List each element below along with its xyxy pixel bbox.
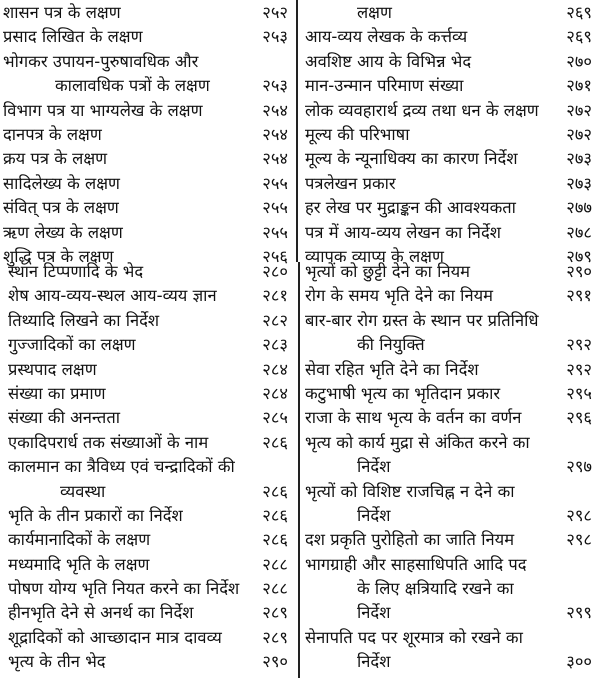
toc-entry-page-number: २८६: [262, 530, 288, 550]
toc-entry-title: पोषण योग्य भृति नियत करने का निर्देश: [8, 579, 240, 599]
toc-entry: [305, 284, 592, 308]
toc-entry: [305, 123, 592, 147]
toc-entry-title: व्यवस्था: [60, 481, 106, 501]
toc-entry-title: भृत्य को कार्य मुद्रा से अंकित करने का: [305, 432, 530, 452]
toc-entry-title: कालावधिक पत्रों के लक्षण: [55, 76, 210, 96]
toc-entry: [305, 196, 592, 220]
toc-entry-title: संख्या का प्रमाण: [8, 383, 106, 403]
toc-entry: [305, 221, 592, 245]
toc-entry: [305, 50, 592, 74]
toc-entry-title: राजा के साथ भृत्य के वर्तन का वर्णन: [305, 408, 522, 428]
toc-entry: [3, 50, 288, 99]
toc-entry-page-number: २९१: [566, 286, 592, 306]
toc-entry-title: सादिलेख्य के लक्षण: [3, 173, 120, 193]
toc-entry-title: कालमान का त्रैविध्य एवं चन्द्रादिकों की: [8, 457, 235, 477]
toc-entry: [8, 382, 288, 406]
toc-entry-title: निर्देश: [357, 652, 391, 672]
toc-entry-page-number: २६९: [566, 3, 592, 22]
toc-entry-title: कार्यमानादिकों के लक्षण: [8, 530, 151, 550]
column-divider-top: [296, 0, 298, 262]
toc-entry-title: हर लेख पर मुद्राङ्कन की आवश्यकता: [305, 198, 516, 218]
toc-entry-page-number: २८९: [262, 627, 288, 647]
toc-entry-page-number: २८८: [262, 579, 288, 599]
toc-entry-page-number: २९८: [566, 530, 592, 550]
toc-entry-page-number: २५४: [262, 124, 288, 144]
toc-entry-title: निर्देश: [357, 603, 391, 623]
toc-entry-title: लोक व्यवहारार्थ द्रव्य तथा धन के लक्षण: [305, 100, 539, 120]
toc-entry-page-number: २८१: [262, 286, 288, 306]
toc-entry: [8, 406, 288, 430]
toc-entry-title: प्रसाद लिखित के लक्षण: [3, 27, 143, 47]
toc-entry-title: बार-बार रोग ग्रस्त के स्थान पर प्रतिनिधि: [305, 310, 539, 330]
toc-entry: [8, 455, 288, 504]
toc-entry-title: भृत्यों को विशिष्ट राजचिह्न न देने का: [305, 481, 515, 501]
toc-entry-title: रोग के समय भृति देने का नियम: [305, 286, 494, 306]
toc-entry-title: शूद्रादिकों को आच्छादान मात्र दावव्य: [8, 627, 222, 647]
toc-entry-title: की नियुक्ति: [357, 335, 425, 355]
toc-entry: [305, 147, 592, 171]
toc-column-top-right: [305, 1, 592, 269]
toc-entry-page-number: २७३: [566, 173, 592, 193]
toc-entry-page-number: २७२: [566, 100, 592, 120]
column-divider-bottom: [298, 262, 300, 678]
toc-entry-page-number: २९०: [566, 262, 592, 281]
toc-entry-title: भागग्राही और साहसाधिपति आदि पद: [305, 554, 527, 574]
toc-entry-page-number: २८५: [262, 408, 288, 428]
toc-entry-title: दानपत्र के लक्षण: [3, 124, 102, 144]
toc-entry-page-number: २८६: [262, 505, 288, 525]
toc-entry: [8, 309, 288, 333]
toc-entry-page-number: २८०: [262, 262, 288, 281]
toc-entry-title: भृति के तीन प्रकारों का निर्देश: [8, 505, 183, 525]
toc-entry: [8, 650, 288, 674]
toc-entry-page-number: २७९: [566, 246, 592, 266]
toc-entry-page-number: २५५: [262, 222, 288, 242]
toc-entry-page-number: २७८: [566, 222, 592, 242]
toc-entry: [305, 528, 592, 552]
toc-entry: [8, 601, 288, 625]
toc-entry: [3, 172, 288, 196]
toc-entry-page-number: २५५: [262, 198, 288, 218]
toc-entry-page-number: २६९: [566, 27, 592, 47]
toc-entry: [305, 553, 592, 626]
toc-entry-title: एकादिपरार्ध तक संख्याओं के नाम: [8, 432, 209, 452]
toc-entry-page-number: २५३: [262, 76, 288, 96]
toc-entry: [305, 309, 592, 358]
toc-entry: [3, 123, 288, 147]
toc-entry-title: पत्र में आय-व्यय लेखन का निर्देश: [305, 222, 501, 242]
toc-entry-page-number: २७७: [566, 198, 592, 218]
toc-entry-page-number: २८३: [262, 335, 288, 355]
toc-entry-page-number: २९९: [566, 603, 592, 623]
toc-entry-title: दश प्रकृति पुरोहितो का जाति नियम: [305, 530, 515, 550]
toc-entry-page-number: २५४: [262, 149, 288, 169]
toc-entry: [305, 431, 592, 480]
toc-entry-title: गुज्जादिकों का लक्षण: [8, 335, 136, 355]
toc-entry: [3, 196, 288, 220]
toc-entry-page-number: २९०: [262, 652, 288, 672]
toc-entry: [305, 480, 592, 529]
toc-entry: [3, 1, 288, 25]
toc-entry: [305, 406, 592, 430]
toc-entry: [305, 358, 592, 382]
toc-entry-page-number: २५६: [262, 246, 288, 266]
toc-entry-title: मान-उन्मान परिमाण संख्या: [305, 76, 464, 96]
toc-entry: [305, 99, 592, 123]
toc-entry-title: के लिए क्षत्रियादि रखने का: [357, 579, 514, 599]
toc-entry-title: पत्रलेखन प्रकार: [305, 173, 396, 193]
toc-entry-page-number: २७३: [566, 149, 592, 169]
toc-entry: [8, 626, 288, 650]
toc-entry: [8, 358, 288, 382]
toc-entry-page-number: ३००: [566, 652, 592, 672]
toc-entry-page-number: २८४: [262, 359, 288, 379]
toc-entry-page-number: २५२: [262, 3, 288, 22]
toc-entry-title: निर्देश: [357, 457, 391, 477]
toc-entry-title: आय-व्यय लेखक के कर्त्तव्य: [305, 27, 468, 47]
toc-entry-page-number: २८४: [262, 383, 288, 403]
toc-entry-page-number: २९२: [566, 359, 592, 379]
toc-entry-title: शेष आय-व्यय-स्थल आय-व्यय ज्ञान: [8, 286, 217, 306]
toc-entry-title: व्यापक व्याप्य के लक्षण: [305, 246, 444, 266]
toc-entry-page-number: २५५: [262, 173, 288, 193]
toc-column-bottom-right: [305, 260, 592, 675]
toc-entry-title: निर्देश: [357, 505, 391, 525]
toc-entry-title: भोगकर उपायन-पुरुषावधिक और: [3, 51, 199, 71]
toc-entry-page-number: २८६: [262, 432, 288, 452]
toc-entry-title: मूल्य के न्यूनाधिक्य का कारण निर्देश: [305, 149, 518, 169]
toc-entry-page-number: २८६: [262, 481, 288, 501]
toc-entry-title: प्रस्थपाद लक्षण: [8, 359, 97, 379]
toc-entry: [8, 284, 288, 308]
toc-entry: [305, 25, 592, 49]
toc-entry-title: हीनभृति देने से अनर्थ का निर्देश: [8, 603, 194, 623]
toc-column-top-left: [3, 1, 288, 269]
toc-entry-title: मूल्य की परिभाषा: [305, 124, 410, 144]
toc-entry-title: विभाग पत्र या भाग्यलेख के लक्षण: [3, 100, 203, 120]
toc-entry: [305, 172, 592, 196]
toc-entry: [305, 74, 592, 98]
toc-entry: [8, 431, 288, 455]
toc-entry-title: तिथ्यादि लिखने का निर्देश: [8, 310, 160, 330]
toc-entry: [8, 577, 288, 601]
toc-entry: [305, 626, 592, 675]
toc-entry-title: कटुभाषी भृत्य का भृतिदान प्रकार: [305, 383, 501, 403]
toc-column-bottom-left: [8, 260, 288, 675]
toc-entry-page-number: २५३: [262, 27, 288, 47]
toc-entry-page-number: २८९: [262, 603, 288, 623]
toc-entry: [8, 333, 288, 357]
toc-entry-page-number: २९५: [566, 383, 592, 403]
toc-entry-title: सेवा रहित भृति देने का निर्देश: [305, 359, 479, 379]
toc-entry: [8, 504, 288, 528]
toc-entry: [3, 99, 288, 123]
toc-entry-title: सेनापति पद पर शूरमात्र को रखने का: [305, 627, 523, 647]
toc-entry: [305, 1, 592, 25]
toc-entry-page-number: २८२: [262, 310, 288, 330]
toc-entry-title: भृत्यों को छुट्टी देने का नियम: [305, 262, 471, 281]
toc-entry-title: संवित् पत्र के लक्षण: [3, 198, 119, 218]
toc-entry-page-number: २७०: [566, 51, 592, 71]
toc-entry-title: शुद्धि पत्र के लक्षण: [3, 246, 114, 266]
toc-entry: [305, 260, 592, 284]
toc-entry-page-number: २९२: [566, 335, 592, 355]
toc-entry-title: ऋण लेख्य के लक्षण: [3, 222, 123, 242]
toc-entry-title: लक्षण: [357, 3, 392, 22]
toc-entry-title: अवशिष्ट आय के विभिन्न भेद: [305, 51, 472, 71]
toc-entry-title: स्थान टिप्पणादि के भेद: [8, 262, 144, 281]
toc-entry: [8, 260, 288, 284]
toc-entry-page-number: २९६: [566, 408, 592, 428]
toc-entry: [3, 221, 288, 245]
toc-entry: [3, 147, 288, 171]
toc-entry: [8, 553, 288, 577]
toc-entry-title: संख्या की अनन्तता: [8, 408, 121, 428]
toc-entry: [8, 528, 288, 552]
toc-entry-title: मध्यमादि भृति के लक्षण: [8, 554, 150, 574]
toc-entry-page-number: २७२: [566, 124, 592, 144]
toc-entry-page-number: २९७: [566, 457, 592, 477]
toc-entry-page-number: २५४: [262, 100, 288, 120]
toc-entry-title: क्रय पत्र के लक्षण: [3, 149, 108, 169]
toc-entry-title: शासन पत्र के लक्षण: [3, 3, 121, 22]
toc-entry-title: भृत्य के तीन भेद: [8, 652, 106, 672]
toc-entry: [305, 382, 592, 406]
toc-entry: [3, 25, 288, 49]
toc-entry-page-number: २७१: [566, 76, 592, 96]
toc-entry-page-number: २९८: [566, 505, 592, 525]
toc-entry-page-number: २८८: [262, 554, 288, 574]
